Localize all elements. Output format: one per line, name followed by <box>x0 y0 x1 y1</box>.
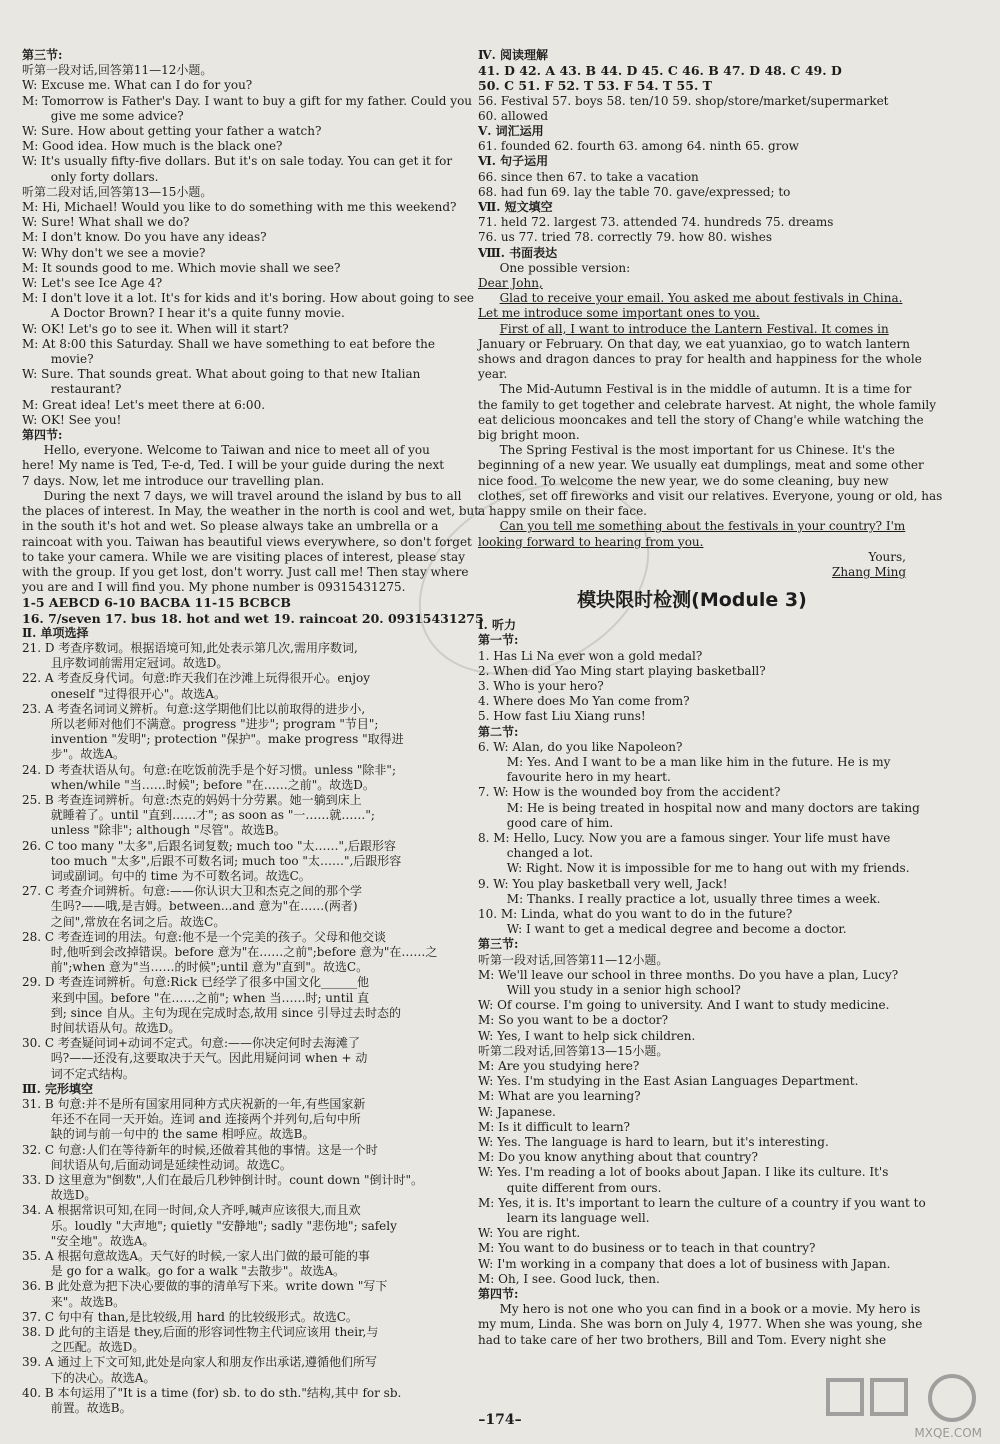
left-line: 就睡着了。until "直到……才"; as soon as "一……就……"; <box>50 808 375 823</box>
page-number: –174– <box>478 1412 522 1428</box>
right_bottom-line: 第三节: <box>478 937 519 952</box>
right_top-line: Zhang Ming <box>832 564 906 579</box>
right_top-line: Glad to receive your email. You asked me about festivals in China. <box>499 291 903 306</box>
right_bottom-line: 3. Who is your hero? <box>478 678 604 693</box>
right-column-answers <box>478 48 943 580</box>
left-line: 29. D 考查连词辨析。句意:Rick 已经学了很多中国文化______他 <box>22 975 370 990</box>
right_top-line: Ⅶ. 短文填空 <box>478 200 553 215</box>
right_top-line: First of all, I want to introduce the Lantern Festival. It comes in <box>499 321 889 336</box>
right_top-line: beginning of a new year. We usually eat dumplings, meat and some other <box>478 458 924 473</box>
left-line: 之间",常放在名词之后。故选C。 <box>50 914 226 929</box>
right_bottom-line: M: Is it difficult to learn? <box>478 1119 630 1134</box>
right_top-line: big bright moon. <box>478 428 580 443</box>
left-line: invention "发明"; protection "保护"。make progress "取得进 <box>50 732 404 747</box>
left-line: 缺的词与前一句中的 the same 相呼应。故选B。 <box>50 1127 315 1142</box>
right_bottom-line: 6. W: Alan, do you like Napoleon? <box>478 739 683 754</box>
left-line: 年还不在同一天开始。连词 and 连接两个并列句,后句中所 <box>50 1112 361 1127</box>
left-line: W: OK! Let's go to see it. When will it start? <box>22 321 289 336</box>
left-line: 25. B 考查连词辨析。句意:杰克的妈妈十分劳累。她一躺到床上 <box>22 792 362 807</box>
right_bottom-line: M: Are you studying here? <box>478 1059 640 1073</box>
right_top-line: 68. had fun 69. lay the table 70. gave/expressed; to <box>478 184 791 199</box>
right_bottom-line: W: I want to get a medical degree and become a doctor. <box>506 922 847 937</box>
right_bottom-line: M: He is being treated in hospital now and many doctors are taking <box>506 800 920 815</box>
right_top-line: looking forward to hearing from you. <box>478 534 704 549</box>
right_top-line: 76. us 77. tried 78. correctly 79. how 80. wishes <box>478 230 772 245</box>
left-line: A Doctor Brown? I hear it's a quite funny movie. <box>50 306 345 321</box>
left-column <box>22 48 484 1416</box>
left-line: M: Good idea. How much is the black one? <box>22 139 283 154</box>
left-line: 听第一段对话,回答第11—12小题。 <box>22 63 213 78</box>
left-line: "安全地"。故选A。 <box>50 1233 155 1248</box>
left-line: 16. 7/seven 17. bus 18. hot and wet 19. raincoat 20. 09315431275 <box>22 610 484 626</box>
left-line: W: Sure. That sounds great. What about going to that new Italian <box>22 367 421 382</box>
left-line: 22. A 考查反身代词。句意:昨天我们在沙滩上玩得很开心。enjoy <box>22 671 370 686</box>
right_top-line: 61. founded 62. fourth 63. among 64. ninth 65. grow <box>478 139 799 154</box>
right_bottom-line: 第一节: <box>478 633 519 648</box>
right-column <box>478 48 943 1348</box>
right_top-line: 60. allowed <box>478 108 549 123</box>
right_bottom-line: M: Yes, it is. It's important to learn the culture of a country if you want to <box>478 1195 926 1210</box>
right_bottom-line: Will you study in a senior high school? <box>506 982 741 997</box>
right-column-module3 <box>478 618 926 1348</box>
left-line: 24. D 考查状语从句。句意:在吃饭前洗手是个好习惯。unless "除非"; <box>22 762 396 777</box>
right_bottom-line: M: You want to do business or to teach in that country? <box>478 1241 816 1256</box>
right_top-line: Yours, <box>868 549 906 564</box>
right_top-line: Let me introduce some important ones to you. <box>478 306 760 321</box>
right_bottom-line: W: Yes. The language is hard to learn, but it's interesting. <box>478 1135 829 1150</box>
right_top-line: Ⅵ. 句子运用 <box>478 154 549 169</box>
left-line: 来"。故选B。 <box>50 1294 126 1309</box>
left-line: 37. C 句中有 than,是比较级,用 hard 的比较级形式。故选C。 <box>22 1309 358 1324</box>
left-line: Hello, everyone. Welcome to Taiwan and nice to meet all of you <box>43 443 430 458</box>
right_bottom-line: 8. M: Hello, Lucy. Now you are a famous singer. Your life must have <box>478 830 891 845</box>
left-line: the places of interest. In May, the weather in the north is cool and wet, but <box>22 504 480 519</box>
left-line: 33. D 这里意为"倒数",人们在最后几秒钟倒计时。count down "倒计时"。 <box>22 1173 423 1188</box>
left-line: 1-5 AEBCD 6-10 BACBA 11-15 BCBCB <box>22 595 291 611</box>
left-line: 间状语从句,后面动词是延续性动词。故选C。 <box>50 1157 292 1172</box>
left-line: 第四节: <box>22 428 63 443</box>
left-line: 第三节: <box>22 48 63 62</box>
left-line: restaurant? <box>50 382 122 397</box>
right_bottom-line: M: So you want to be a doctor? <box>478 1013 669 1028</box>
left-line: M: Hi, Michael! Would you like to do something with me this weekend? <box>22 200 457 215</box>
right_bottom-line: favourite hero in my heart. <box>506 770 671 785</box>
left-line: 27. C 考查介词辨析。句意:——你认识大卫和杰克之间的那个学 <box>22 884 362 899</box>
watermark-text: MXQE.COM <box>914 1426 982 1440</box>
left-line: 词或副词。句中的 time 为不可数名词。故选C。 <box>50 868 311 883</box>
right_bottom-line: my mum, Linda. She was born on July 4, 1977. When she was young, she <box>478 1317 923 1332</box>
right_bottom-line: W: Of course. I'm going to university. And I want to study medicine. <box>478 998 890 1013</box>
left-line: 前";when 意为"当……的时候";until 意为"直到"。故选C。 <box>50 960 369 975</box>
left-line: 乐。loudly "大声地"; quietly "安静地"; sadly "悲伤地"; safely <box>50 1218 397 1233</box>
left-line: you are and I will find you. My phone number is 09315431275. <box>22 580 406 595</box>
right_bottom-line: M: Do you know anything about that country? <box>478 1150 758 1165</box>
right_top-line: a happy smile on their face. <box>478 504 647 519</box>
left-line: too much "太多",后跟不可数名词; much too "太……",后跟形容 <box>50 853 402 868</box>
left-line: unless "除非"; although "尽管"。故选B。 <box>50 823 286 838</box>
left-line: M: Tomorrow is Father's Day. I want to buy a gift for my father. Could you <box>22 93 473 108</box>
left-line: W: Let's see Ice Age 4? <box>22 276 163 291</box>
left-line: 故选D。 <box>50 1188 97 1203</box>
left-line: 时,他听到会改掉错误。before 意为"在……之前";before 意为"在……之 <box>50 944 438 959</box>
left-line: raincoat with you. Taiwan has beautiful views everywhere, so don't forget <box>22 534 472 549</box>
left-line: 到; since 自从。主句为现在完成时态,故用 since 引导过去时态的 <box>50 1005 402 1020</box>
left-line: During the next 7 days, we will travel around the island by bus to all <box>43 488 462 503</box>
left-line: M: It sounds good to me. Which movie shall we see? <box>22 260 341 275</box>
left-line: Ⅲ. 完形填空 <box>22 1081 93 1096</box>
right_bottom-line: 10. M: Linda, what do you want to do in the future? <box>478 906 793 921</box>
right_top-line: 56. Festival 57. boys 58. ten/10 59. shop/store/market/supermarket <box>478 93 889 108</box>
left-line: 词不定式结构。 <box>50 1066 135 1081</box>
right_bottom-line: 9. W: You play basketball very well, Jack! <box>478 876 728 891</box>
right_bottom-line: W: Yes. I'm studying in the East Asian Languages Department. <box>478 1074 859 1089</box>
left-line: 步"。故选A。 <box>50 747 125 762</box>
right_bottom-line: changed a lot. <box>506 846 594 861</box>
left-line: 39. A 通过上下文可知,此处是向家人和朋友作出承诺,遵循他们所写 <box>22 1355 378 1370</box>
right_top-line: Can you tell me something about the festivals in your country? I'm <box>499 519 906 534</box>
left-line: M: Great idea! Let's meet there at 6:00. <box>22 397 266 412</box>
right_bottom-line: quite different from ours. <box>506 1180 662 1195</box>
left-line: 听第二段对话,回答第13—15小题。 <box>22 184 213 199</box>
left-line: here! My name is Ted, T-e-d, Ted. I will be your guide during the next <box>22 458 445 473</box>
right_top-line: The Mid-Autumn Festival is in the middle of autumn. It is a time for <box>499 382 912 397</box>
right_bottom-line: 1. Has Li Na ever won a gold medal? <box>478 648 703 663</box>
right_top-line: the family to get together and celebrate harvest. At night, the whole family <box>478 397 936 412</box>
left-line: W: OK! See you! <box>22 412 122 427</box>
left-line: 26. C too many "太多",后跟名词复数; much too "太……",后跟形容 <box>22 838 396 853</box>
left-line: 30. C 考查疑问词+动词不定式。句意:——你决定何时去海滩了 <box>22 1036 360 1051</box>
right_top-line: Ⅴ. 词汇运用 <box>478 124 544 139</box>
right_bottom-line: 2. When did Yao Ming start playing basketball? <box>478 663 766 678</box>
left-line: 21. D 考查序数词。根据语境可知,此处表示第几次,需用序数词, <box>22 640 358 655</box>
right_top-line: Ⅷ. 书面表达 <box>478 245 558 260</box>
left-line: 前置。故选B。 <box>50 1401 132 1416</box>
right_top-line: year. <box>478 367 508 382</box>
left-line: W: It's usually fifty-five dollars. But it's on sale today. You can get it for <box>22 154 453 169</box>
right_bottom-line: 第二节: <box>478 724 519 739</box>
left-line: 下的决心。故选A。 <box>50 1370 156 1385</box>
left-line: with the group. If you get lost, don't worry. Just call me! Then stay where <box>22 564 469 579</box>
left-line: 来到中国。before "在……之前"; when 当……时; until 直 <box>50 990 370 1005</box>
left-line: to take your camera. While we are visiting places of interest, please stay <box>22 549 465 564</box>
right_top-line: Dear John, <box>478 276 543 291</box>
right_bottom-line: M: Thanks. I really practice a lot, usually three times a week. <box>506 891 881 906</box>
left-line: 所以老师对他们不满意。progress "进步"; program "节目"; <box>50 716 379 731</box>
right_top-line: The Spring Festival is the most important for us Chinese. It's the <box>499 443 895 458</box>
right_bottom-line: learn its language well. <box>506 1211 650 1226</box>
right_bottom-line: M: Yes. And I want to be a man like him in the future. He is my <box>506 754 891 769</box>
left-line: 28. C 考查连词的用法。句意:他不是一个完美的孩子。父母和他交谈 <box>22 929 386 944</box>
left-line: W: Sure! What shall we do? <box>22 215 190 230</box>
right_bottom-line: 7. W: How is the wounded boy from the accident? <box>478 785 781 800</box>
left-line: 34. A 根据常识可知,在同一时间,众人齐呼,喊声应该很大,而且欢 <box>22 1203 361 1218</box>
left-line: Ⅱ. 单项选择 <box>22 625 89 640</box>
right_top-line: 50. C 51. F 52. T 53. F 54. T 55. T <box>478 78 712 94</box>
right_top-line: Ⅳ. 阅读理解 <box>478 48 548 62</box>
right_bottom-line: My hero is not one who you can find in a book or a movie. My hero is <box>499 1302 921 1317</box>
left-line: W: Sure. How about getting your father a watch? <box>22 124 322 139</box>
right_bottom-line: 4. Where does Mo Yan come from? <box>478 694 690 709</box>
left-line: in the south it's hot and wet. So please always take an umbrella or a <box>22 519 439 534</box>
right_bottom-line: W: Japanese. <box>478 1104 556 1119</box>
right_bottom-line: Ⅰ. 听力 <box>478 618 516 633</box>
left-line: 时间状语从句。故选D。 <box>50 1021 181 1035</box>
left-line: oneself "过得很开心"。故选A。 <box>50 686 226 701</box>
right_bottom-line: 听第二段对话,回答第13—15小题。 <box>478 1043 669 1058</box>
left-line: movie? <box>50 352 94 367</box>
right_bottom-line: 听第一段对话,回答第11—12小题。 <box>478 952 669 967</box>
left-line: when/while "当……时候"; before "在……之前"。故选D。 <box>50 777 375 792</box>
left-line: 32. C 句意:人们在等待新年的时候,还做着其他的事情。这是一个时 <box>22 1142 378 1157</box>
left-line: 31. B 句意:并不是所有国家用同种方式庆祝新的一年,有些国家新 <box>22 1097 366 1112</box>
left-line: only forty dollars. <box>50 169 159 184</box>
left-line: 7 days. Now, let me introduce our travelling plan. <box>22 473 325 488</box>
right_top-line: shows and dragon dances to pray for health and happiness for the whole <box>478 352 922 367</box>
right_top-line: 41. D 42. A 43. B 44. D 45. C 46. B 47. D 48. C 49. D <box>478 63 842 79</box>
left-line: 40. B 本句运用了"It is a time (for) sb. to do sth."结构,其中 for sb. <box>22 1385 402 1400</box>
module-title: 模块限时检测(Module 3) <box>577 589 807 612</box>
right_bottom-line: W: Yes, I want to help sick children. <box>478 1028 696 1043</box>
right_bottom-line: W: You are right. <box>478 1226 581 1241</box>
left-line: M: I don't love it a lot. It's for kids and it's boring. How about going to see <box>22 291 475 306</box>
right_top-line: eat delicious mooncakes and tell the story of Chang'e while watching the <box>478 412 924 427</box>
right_bottom-line: M: Oh, I see. Good luck, then. <box>478 1271 660 1286</box>
left-line: 36. B 此处意为把下决心要做的事的清单写下来。write down "写下 <box>22 1279 388 1294</box>
left-line: W: Excuse me. What can I do for you? <box>22 78 253 93</box>
left-line: M: At 8:00 this Saturday. Shall we have something to eat before the <box>22 336 436 351</box>
right_top-line: One possible version: <box>499 260 631 275</box>
right_bottom-line: good care of him. <box>506 815 614 830</box>
right_bottom-line: M: We'll leave our school in three months. Do you have a plan, Lucy? <box>478 967 899 982</box>
right_top-line: nice food. To welcome the new year, we do some cleaning, buy new <box>478 473 889 488</box>
right_bottom-line: W: Right. Now it is impossible for me to hang out with my friends. <box>506 861 910 876</box>
left-line: 生吗?——哦,是吉姆。between...and 意为"在……(两者) <box>50 899 358 914</box>
right_bottom-line: had to take care of her two brothers, Bill and Tom. Every night she <box>478 1332 887 1347</box>
left-line: 之匹配。故选D。 <box>50 1340 145 1355</box>
left-line: give me some advice? <box>50 108 184 123</box>
right_top-line: January or February. On that day, we eat yuanxiao, go to watch lantern <box>478 336 910 351</box>
right_top-line: 71. held 72. largest 73. attended 74. hundreds 75. dreams <box>478 215 834 230</box>
left-line: 是 go for a walk。go for a walk "去散步"。故选A。 <box>50 1264 346 1279</box>
right_top-line: clothes, set off fireworks and visit our relatives. Everyone, young or old, has <box>478 488 943 503</box>
left-line: 23. A 考查名词词义辨析。句意:这学期他们比以前取得的进步小, <box>22 701 366 716</box>
right_bottom-line: 5. How fast Liu Xiang runs! <box>478 709 646 724</box>
left-line: M: I don't know. Do you have any ideas? <box>22 230 267 245</box>
left-line: 且序数词前需用定冠词。故选D。 <box>50 656 229 671</box>
left-line: W: Why don't we see a movie? <box>22 245 206 260</box>
watermark-logo-icon <box>822 1372 982 1434</box>
left-line: 吗?——还没有,这要取决于天气。因此用疑问词 when + 动 <box>50 1051 368 1066</box>
right_bottom-line: 第四节: <box>478 1287 519 1302</box>
right_bottom-line: W: I'm working in a company that does a lot of business with Japan. <box>478 1256 891 1271</box>
left-line: 38. D 此句的主语是 they,后面的形容词性物主代词应该用 their,与 <box>22 1325 379 1340</box>
right_bottom-line: W: Yes. I'm reading a lot of books about Japan. I like its culture. It's <box>478 1165 889 1180</box>
left-line: 35. A 根据句意故选A。天气好的时候,一家人出门做的最可能的事 <box>22 1249 370 1264</box>
right_top-line: 66. since then 67. to take a vacation <box>478 169 699 184</box>
right_bottom-line: M: What are you learning? <box>478 1089 641 1104</box>
